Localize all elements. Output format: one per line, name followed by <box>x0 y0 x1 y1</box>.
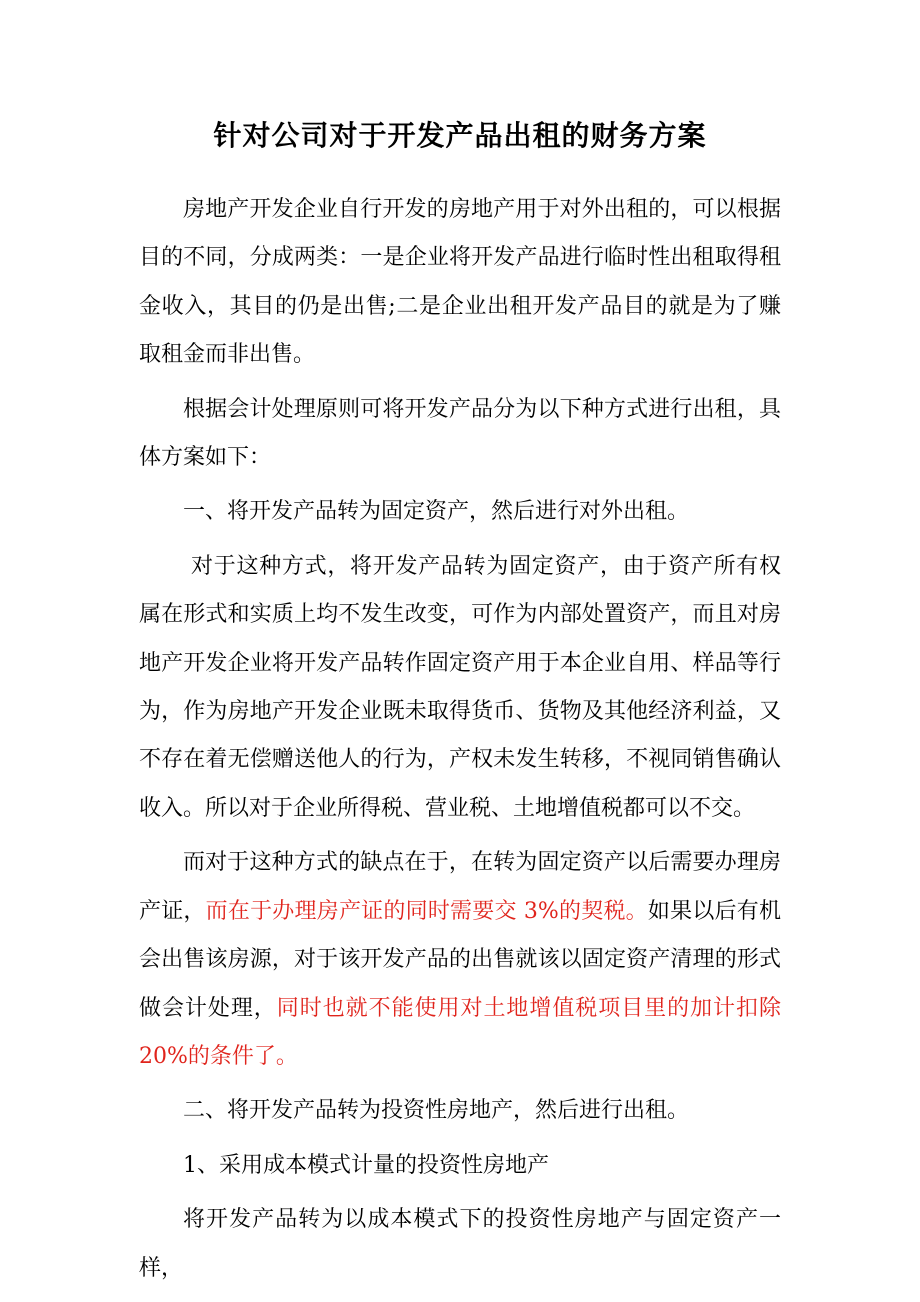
paragraph-text: 将开发产品转为以成本模式下的投资性房地产与固定资产一样， <box>139 1207 781 1281</box>
paragraph-text: 根据会计处理原则可将开发产品分为以下种方式进行出租，具体方案如下： <box>139 396 781 471</box>
paragraph-text: 如果以后有机会出售该房源，对于该开发产品的出售就该以固定资产清理的形式做会计处理， <box>139 898 781 1021</box>
paragraph-text: 而对于这种方式的缺点在于，在转为固定资产以后需要办理房产证， <box>139 850 781 924</box>
highlight-land-tax-note: 同时也就不能使用对土地增值税项目里的加计扣除 20%的条件了。 <box>139 995 781 1069</box>
paragraph-fixed-assets-drawbacks <box>139 839 781 1081</box>
document-body <box>139 186 781 1299</box>
page-title: 针对公司对于开发产品出租的财务方案 <box>213 119 707 152</box>
paragraph-cost-model <box>139 1196 781 1293</box>
highlight-deed-tax-note: 而在于办理房产证的同时需要交 3%的契税。 <box>205 898 648 924</box>
paragraph-methods-overview <box>139 386 781 483</box>
section-heading-fixed-assets <box>139 488 781 536</box>
heading-text: 二、将开发产品转为投资性房地产，然后进行出租。 <box>183 1098 690 1124</box>
section-heading-investment-property <box>139 1087 781 1135</box>
subheading-cost-model <box>139 1142 781 1190</box>
paragraph-intro <box>139 186 781 380</box>
paragraph-text: 房地产开发企业自行开发的房地产用于对外出租的，可以根据目的不同，分成两类：一是企业将开发产品进行临时性出租取得租金收入，其目的仍是出售;二是企业出租开发产品目的就是为了赚取租金而非出售。 <box>139 197 781 368</box>
heading-text: 1、采用成本模式计量的投资性房地产 <box>183 1152 549 1178</box>
heading-text: 一、将开发产品转为固定资产，然后进行对外出租。 <box>183 499 690 525</box>
paragraph-text: 对于这种方式，将开发产品转为固定资产，由于资产所有权属在形式和实质上均不发生改变，可作为内部处置资产，而且对房地产开发企业将开发产品转作固定资产用于本企业自用、样品等行为，作为房地产开发企业既未取得货币、货物及其他经济利益，又不存在着无偿赠送他人的行为，产权未发生转移，不视同销售确认收入。所以对于企业所得税、营业税、土地增值税都可以不交。 <box>139 553 781 821</box>
paragraph-fixed-assets-explanation <box>139 543 781 833</box>
